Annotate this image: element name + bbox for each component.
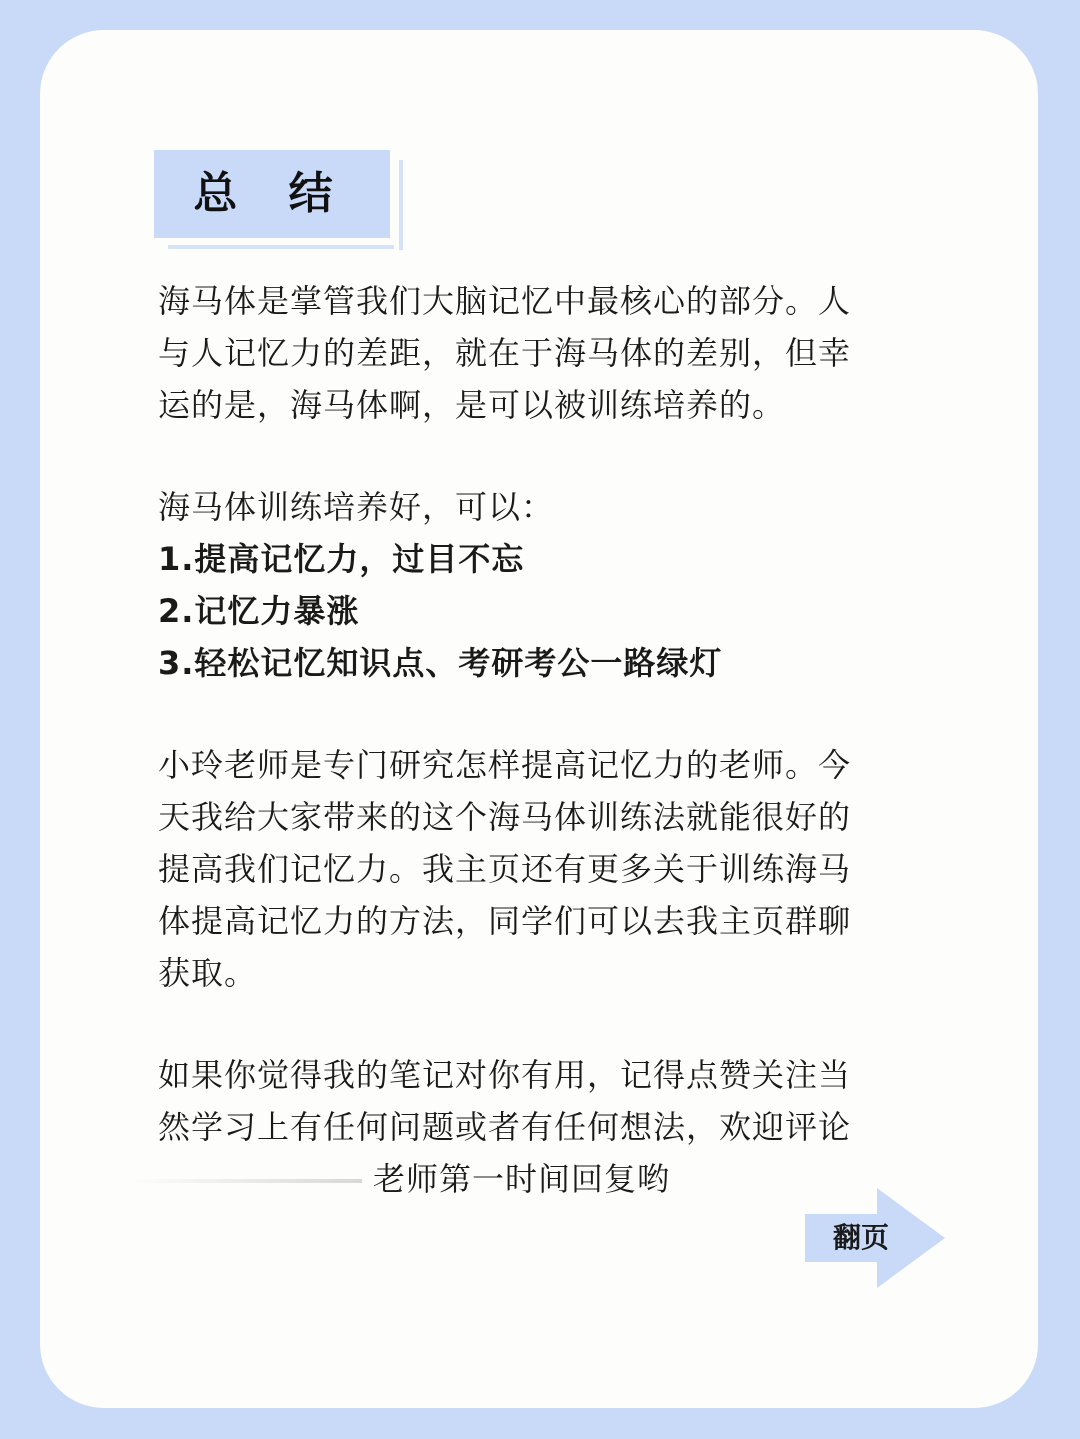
paragraph-1 — [158, 275, 918, 431]
paragraph-2 — [158, 739, 918, 999]
text-line: 体提高记忆力的方法，同学们可以去我主页群聊 — [158, 902, 852, 940]
paragraph-3 — [158, 1049, 918, 1153]
note-content — [158, 275, 918, 1205]
benefit-item: 1.提高记忆力，过目不忘 — [158, 540, 525, 578]
title-shadow-right — [399, 160, 403, 250]
title-box — [154, 150, 390, 238]
text-line: 海马体是掌管我们大脑记忆中最核心的部分。人 — [158, 282, 852, 320]
text-line: 提高我们记忆力。我主页还有更多关于训练海马 — [158, 850, 852, 888]
text-line: 获取。 — [158, 954, 258, 992]
paragraph-3-last — [158, 1153, 918, 1205]
fade-divider — [132, 1179, 362, 1183]
text-line: 然学习上有任何问题或者有任何想法，欢迎评论 — [158, 1108, 852, 1146]
text-line: 如果你觉得我的笔记对你有用，记得点赞关注当 — [158, 1056, 852, 1094]
text-line: 小玲老师是专门研究怎样提高记忆力的老师。今 — [158, 746, 852, 784]
benefits-intro: 海马体训练培养好，可以： — [158, 488, 555, 526]
next-page-button[interactable] — [805, 1188, 949, 1288]
benefits-section — [158, 481, 918, 689]
page-title: 总 结 — [193, 168, 351, 219]
text-line: 与人记忆力的差距，就在于海马体的差别，但幸 — [158, 334, 852, 372]
next-page-label: 翻页 — [833, 1221, 890, 1254]
benefit-item: 2.记忆力暴涨 — [158, 592, 360, 630]
text-line: 运的是，海马体啊，是可以被训练培养的。 — [158, 386, 786, 424]
note-card — [40, 30, 1038, 1408]
text-line: 天我给大家带来的这个海马体训练法就能很好的 — [158, 798, 852, 836]
benefit-item: 3.轻松记忆知识点、考研考公一路绿灯 — [158, 644, 723, 682]
text-line: 老师第一时间回复哟 — [373, 1160, 671, 1198]
title-shadow-bottom — [168, 245, 394, 249]
